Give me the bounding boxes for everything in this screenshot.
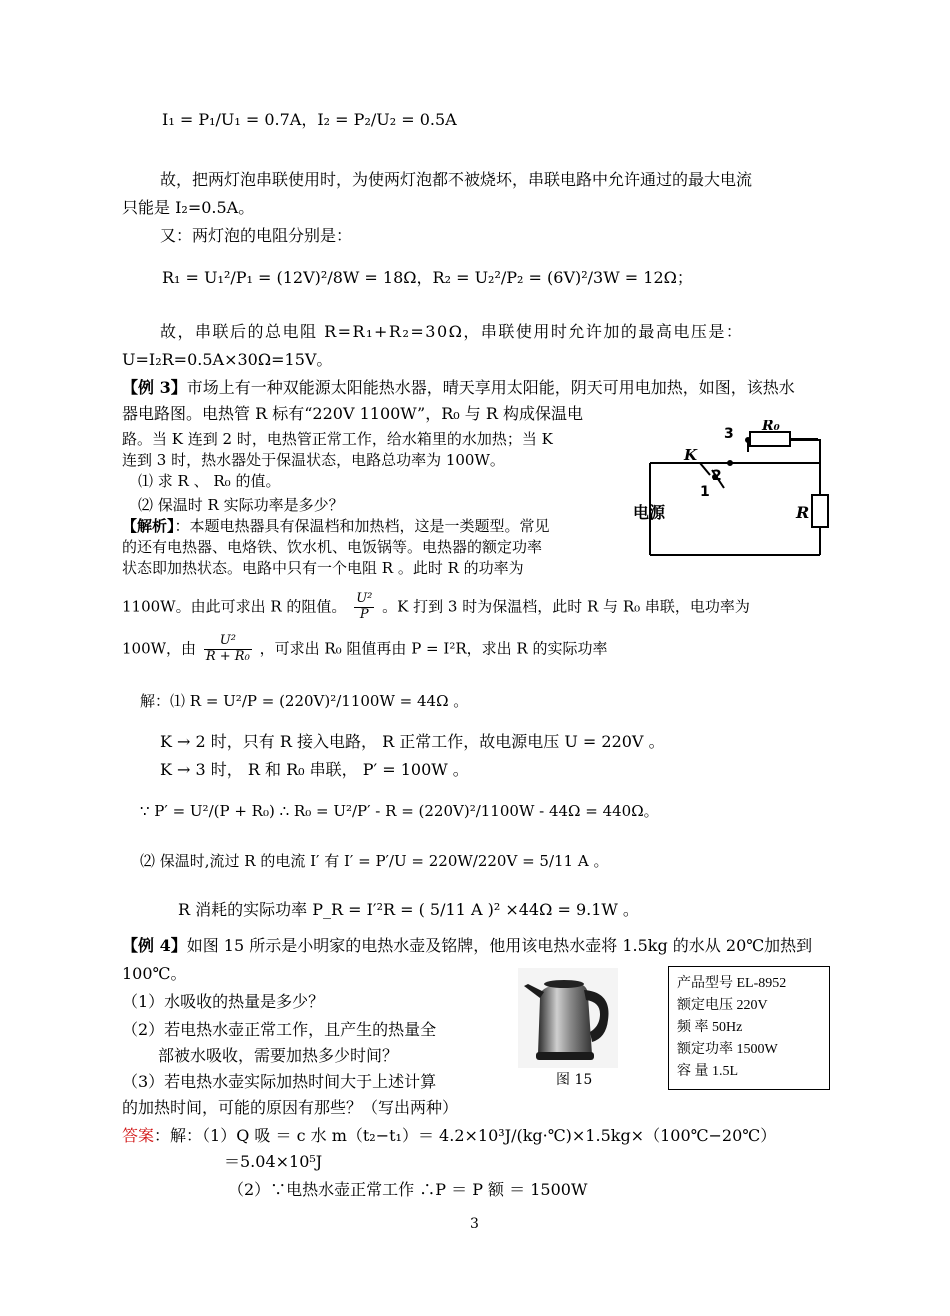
circuit-label-k: K [684, 446, 698, 464]
analysis-line-5b: ，可求出 R₀ 阻值再由 P = I²R，求出 R 的实际功率 [259, 639, 608, 658]
resistance-formula: R₁ = U₁²/P₁ = (12V)²/8W = 18Ω，R₂ = U₂²/P₂ = (6V)²/3W = 12Ω； [162, 268, 693, 287]
example-4-question-2a: （2）若电热水壶正常工作，且产生的热量全 [122, 1020, 437, 1039]
nameplate-row: 额定电压 220V [677, 998, 768, 1013]
example-3-text: 市场上有一种双能源太阳能热水器，晴天享用太阳能，阴天可用电加热，如图，该热水 [186, 378, 795, 397]
solution-line-3: K → 3 时， R 和 R₀ 串联， P′ = 100W 。 [160, 760, 469, 779]
analysis-line-4b: 。K 打到 3 时为保温档，此时 R 与 R₀ 串联，电功率为 [382, 597, 750, 616]
analysis-line-4a: 1100W。由此可求出 R 的阻值。 [122, 597, 347, 616]
analysis-tag: 【解析】 [122, 517, 175, 535]
para-line-2: 故，把两灯泡串联使用时，为使两灯泡都不被烧坏，串联电路中允许通过的最大电流 [160, 170, 753, 189]
example-3-question-2: ⑵ 保温时 R 实际功率是多少？ [138, 496, 344, 514]
solution-line-5: ⑵ 保温时,流过 R 的电流 I′ 有 I′ = P′/U = 220W/220V = 5/11 A 。 [140, 852, 609, 870]
page-number: 3 [470, 1216, 479, 1232]
nameplate-box [668, 966, 830, 1090]
example-4-question-1: （1）水吸收的热量是多少？ [122, 992, 325, 1011]
example-3-question-1: ⑴ 求 R 、 R₀ 的值。 [138, 472, 281, 490]
solution-line-6: R 消耗的实际功率 P_R = I′²R = ( 5/11 A )² ×44Ω = 9.1W 。 [178, 900, 639, 919]
circuit-label-r: R [796, 503, 810, 522]
nameplate-row: 容 量 1.5L [677, 1064, 739, 1079]
example-4-text: 如图 15 所示是小明家的电热水壶及铭牌，他用该电热水壶将 1.5kg 的水从 20℃加热到 [186, 936, 813, 955]
circuit-node-1: 1 [700, 484, 710, 500]
example-4-line-1 [122, 936, 812, 955]
nameplate-row: 额定功率 1500W [677, 1042, 778, 1057]
circuit-node-3: 3 [724, 426, 734, 442]
current-formula: I₁ = P₁/U₁ = 0.7A，I₂ = P₂/U₂ = 0.5A [162, 110, 457, 129]
nameplate-row: 频 率 50Hz [677, 1020, 743, 1035]
solution-line-2: K → 2 时，只有 R 接入电路， R 正常工作，故电源电压 U = 220V 。 [160, 732, 665, 751]
analysis-line-3: 状态即加热状态。电路中只有一个电阻 R 。此时 R 的功率为 [122, 559, 524, 577]
example-4-line-2: 100℃。 [122, 964, 187, 983]
analysis-line-2: 的还有电热器、电烙铁、饮水机、电饭锅等。电热器的额定功率 [122, 538, 543, 556]
kettle-image [518, 968, 618, 1068]
example-4-tag: 【例 4】 [122, 936, 187, 955]
example-3-line-1 [122, 378, 795, 397]
para-line-7: U=I₂R=0.5A×30Ω=15V。 [122, 350, 333, 369]
nameplate-row: 产品型号 EL-8952 [677, 976, 787, 991]
para-line-6: 故，串联后的总电阻 R=R₁+R₂=30Ω，串联使用时允许加的最高电压是： [160, 322, 744, 341]
answer-tag: 答案 [122, 1126, 155, 1145]
example-4-question-3a: （3）若电热水壶实际加热时间大于上述计算 [122, 1072, 437, 1091]
example-3-tag: 【例 3】 [122, 378, 187, 397]
example-3-line-4: 连到 3 时，热水器处于保温状态，电路总功率为 100W。 [122, 451, 505, 469]
circuit-label-power: 电源 [633, 503, 666, 522]
answer-line-1 [122, 1126, 776, 1145]
answer-line-3: （2）∵电热水壶正常工作 ∴P ＝ P 额 ＝ 1500W [228, 1180, 588, 1199]
para-line-3: 只能是 I₂=0.5A。 [122, 198, 255, 217]
example-4-question-3b: 的加热时间，可能的原因有那些？（写出两种） [122, 1098, 459, 1117]
circuit-diagram [630, 420, 840, 560]
para-line-4: 又：两灯泡的电阻分别是： [160, 226, 353, 245]
example-3-line-2: 器电路图。电热管 R 标有“220V 1100W”，R₀ 与 R 构成保温电 [122, 404, 583, 423]
analysis-line-4 [122, 592, 750, 623]
figure-15-caption: 图 15 [556, 1072, 593, 1088]
r-formula-fraction: $\frac{\text{U²}}{P}$ [356, 591, 373, 622]
example-4-question-2b: 部被水吸收，需要加热多少时间？ [158, 1046, 399, 1065]
solution-line-1: 解：⑴ R = U²/P = (220V)²/1100W = 44Ω 。 [140, 692, 469, 710]
example-3-line-3: 路。当 K 连到 2 时，电热管正常工作，给水箱里的水加热；当 K [122, 430, 553, 448]
analysis-text: ：本题电热器具有保温档和加热档，这是一类题型。常见 [174, 517, 550, 535]
circuit-node-2: 2 [712, 468, 722, 484]
analysis-line-5a: 100W，由 [122, 639, 197, 658]
answer-text: ：解：（1）Q 吸 ＝ c 水 m（t₂−t₁）＝ 4.2×10³J/(kg·℃)×1.5kg×（100℃−20℃） [154, 1126, 777, 1145]
analysis-line-1 [122, 517, 550, 535]
p-formula-fraction: $\frac{\text{U²}}{\text{R + R₀}}$ [205, 633, 250, 664]
answer-line-2: ＝5.04×10⁵J [224, 1152, 323, 1171]
circuit-label-r0: R₀ [762, 420, 780, 434]
analysis-line-5 [122, 634, 607, 665]
solution-line-4: ∵ P′ = U²/(P + R₀) ∴ R₀ = U²/P′ - R = (220V)²/1100W - 44Ω = 440Ω。 [140, 802, 659, 820]
